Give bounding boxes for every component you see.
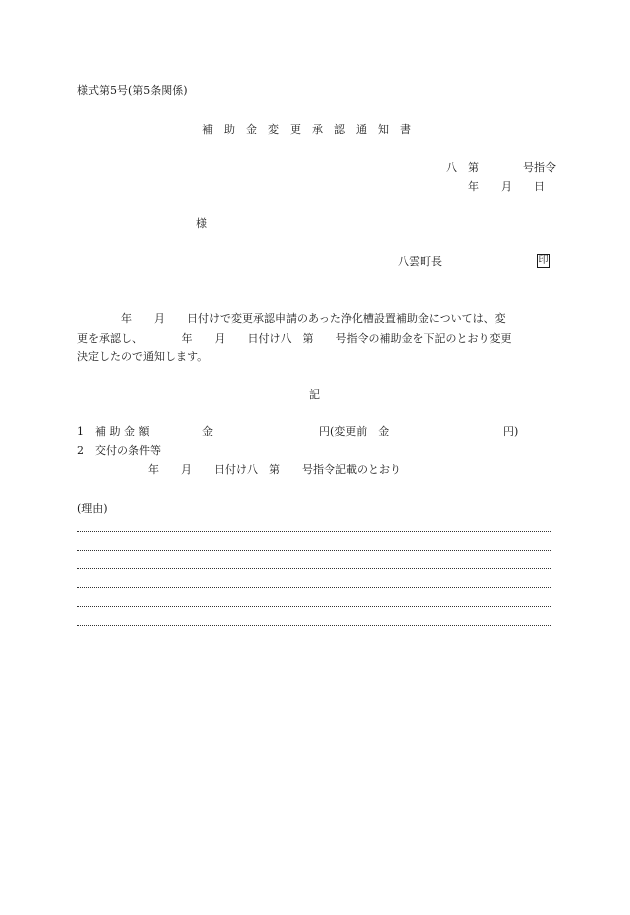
body-line-3: 決定したので通知します。 — [77, 350, 209, 363]
item2-text: 年 月 日付け八 第 号指令記載のとおり — [148, 463, 401, 476]
body-line-1: 年 月 日付けで変更承認申請のあった浄化槽設置補助金については、変 — [121, 312, 506, 325]
document-number: 八 第 号指令 — [446, 161, 556, 174]
body-line-2: 更を承認し、 年 月 日付け八 第 号指令の補助金を下記のとおり変更 — [77, 332, 512, 345]
reason-line — [77, 625, 551, 626]
addressee-suffix: 様 — [196, 217, 207, 230]
seal-stamp: 印 — [538, 255, 549, 266]
item2-label: 2 交付の条件等 — [77, 444, 161, 457]
issuer-name: 八雲町長 — [398, 255, 442, 268]
reason-line — [77, 606, 551, 607]
item1-previous-amount: 円(変更前 金 — [319, 425, 390, 438]
document-date: 年 月 日 — [468, 180, 545, 193]
item1-amount-prefix: 金 — [202, 425, 213, 438]
reason-label: (理由) — [77, 502, 108, 515]
document-title: 補 助 金 変 更 承 認 通 知 書 — [202, 123, 411, 136]
item1-label: 1 補 助 金 額 — [77, 425, 150, 438]
reason-line — [77, 531, 551, 532]
reason-line — [77, 568, 551, 569]
form-number: 様式第5号(第5条関係) — [77, 84, 188, 97]
ki-heading: 記 — [309, 388, 320, 401]
item1-close: 円) — [503, 425, 519, 438]
reason-line — [77, 550, 551, 551]
reason-line — [77, 587, 551, 588]
